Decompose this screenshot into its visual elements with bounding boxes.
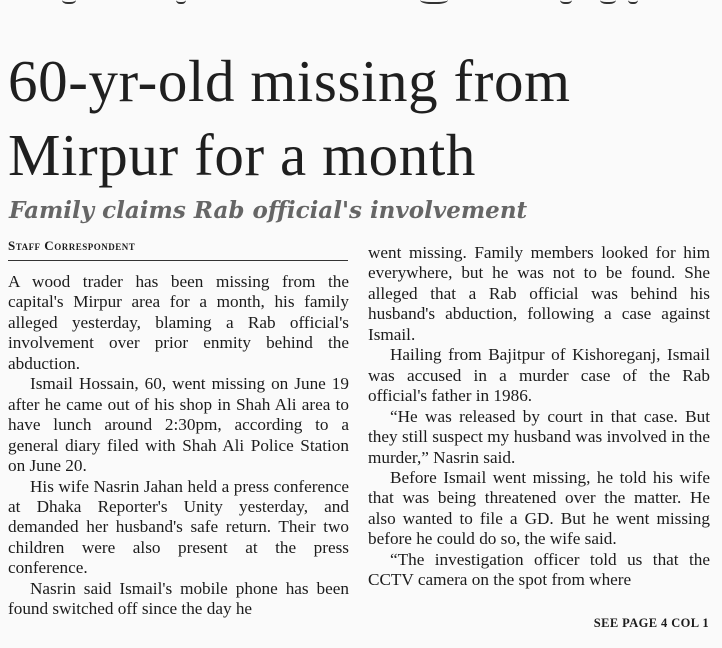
headline xyxy=(8,44,718,192)
paragraph: Before Ismail went missing, he told his wife that was being threatened over the matter. He also wanted to file a GD. But he went missing before he could do so, the wife said. xyxy=(368,467,710,549)
paragraph-continued: went missing. Family members looked for him everywhere, but he was not to be found. She alleged that a Rab official was behind his husband's abduction, following a case against Ismail. xyxy=(368,243,710,344)
paragraph: Nasrin said Ismail's mobile phone has been found switched off since the day he xyxy=(8,578,349,619)
cropped-glyph xyxy=(628,0,638,4)
article-column-right xyxy=(368,243,710,591)
cropped-glyph xyxy=(600,0,616,4)
cropped-glyph xyxy=(62,0,76,4)
continuation-jump: SEE PAGE 4 COL 1 xyxy=(593,616,709,630)
paragraph: Hailing from Bajitpur of Kishoreganj, Ismail was accused in a murder case of the Rab official's father in 1986. xyxy=(368,345,710,406)
headline-line-2: Mirpur for a month xyxy=(8,122,476,188)
paragraph: A wood trader has been missing from the capital's Mirpur area for a month, his family alleged yesterday, blaming a Rab official's involvement over prior enmity behind the abduction. xyxy=(8,272,349,373)
paragraph: His wife Nasrin Jahan held a press conference at Dhaka Reporter's Unity yesterday, and demanded her husband's safe return. Their two children were also present at the press conference. xyxy=(8,476,349,578)
subheadline: Family claims Rab official's involvement xyxy=(9,197,528,224)
article-column-left xyxy=(8,272,349,620)
headline-line-1: 60-yr-old missing from xyxy=(8,48,571,114)
cropped-glyph xyxy=(420,0,448,4)
paragraph: “The investigation officer told us that the CCTV camera on the spot from where xyxy=(368,549,710,590)
previous-article-cropped-edge xyxy=(0,0,722,8)
paragraph: Ismail Hossain, 60, went missing on June 19 after he came out of his shop in Shah Ali area to have lunch around 2:30pm, according to a general diary filed with Shah Ali Police Station on June 20. xyxy=(8,374,349,476)
cropped-glyph xyxy=(560,0,572,4)
paragraph: “He was released by court in that case. But they still suspect my husband was involved in the murder,” Nasrin said. xyxy=(368,406,710,467)
cropped-glyph xyxy=(176,0,186,4)
byline: Staff Correspondent xyxy=(8,237,348,261)
